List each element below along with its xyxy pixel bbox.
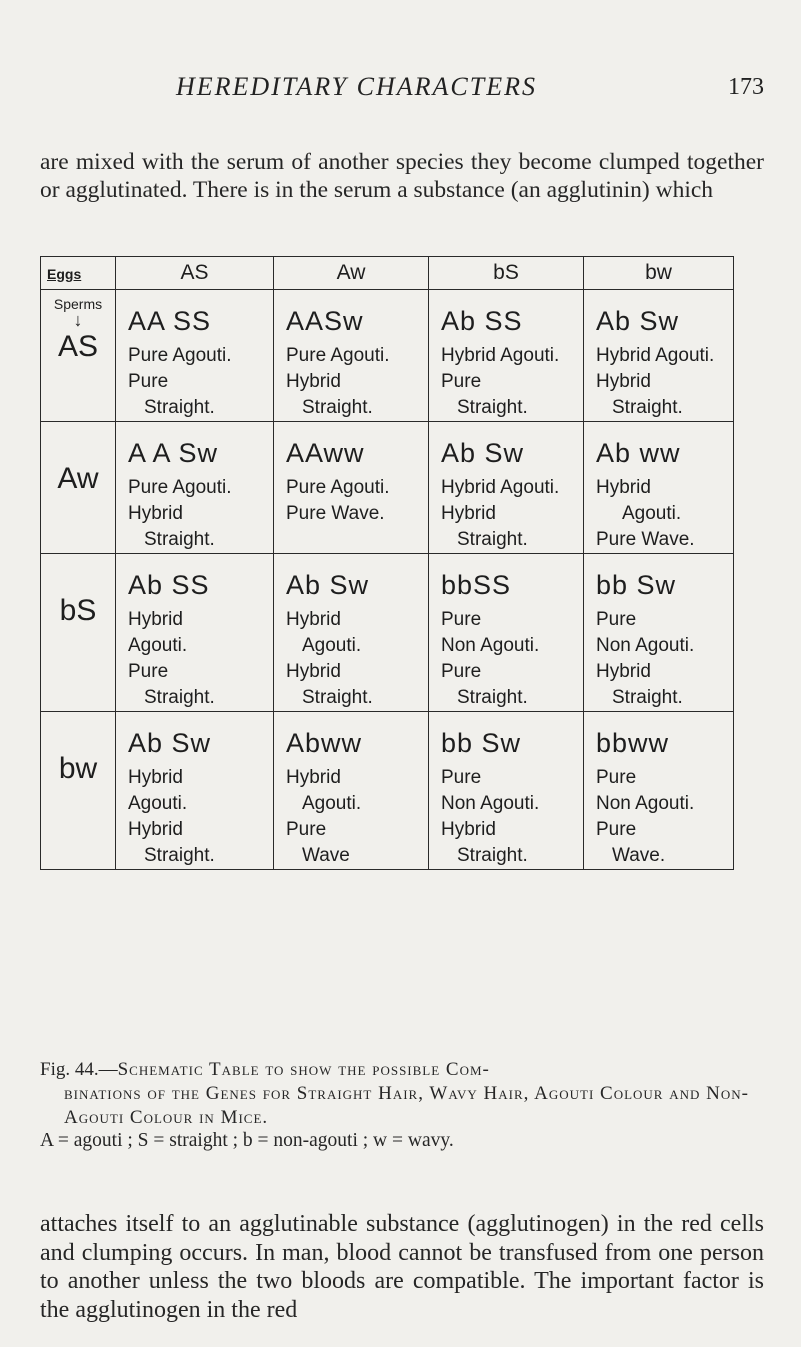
cell-line: Hybrid	[128, 767, 183, 788]
table-cell	[429, 422, 584, 554]
table-row	[41, 712, 734, 870]
genotype: A A Sw	[128, 438, 219, 468]
row-header	[41, 422, 116, 554]
table-cell	[584, 554, 734, 712]
cell-line: Straight.	[144, 529, 215, 550]
cell-line: Pure	[596, 767, 637, 788]
row-label: Aw	[57, 462, 99, 495]
genotype: Ab Sw	[441, 438, 525, 468]
genotype: bb Sw	[596, 570, 677, 600]
cell-line: Wave.	[612, 845, 666, 866]
cell-line: Hybrid	[128, 819, 183, 840]
cell-line: Non Agouti.	[441, 793, 540, 814]
table-cell	[584, 422, 734, 554]
genotype: Abww	[286, 728, 363, 758]
cell-line: Hybrid	[441, 503, 496, 524]
cell-line: Pure Agouti.	[128, 477, 232, 498]
column-header: AS	[116, 257, 274, 290]
column-header: bw	[584, 257, 734, 290]
cell-line: Hybrid Agouti.	[596, 345, 715, 366]
table-header-row	[41, 257, 734, 290]
cell-line: Pure	[441, 767, 482, 788]
genotype: AAww	[286, 438, 365, 468]
cell-line: Hybrid Agouti.	[441, 477, 560, 498]
cell-line: Straight.	[457, 845, 528, 866]
cell-line: Agouti.	[128, 635, 188, 656]
row-header	[41, 554, 116, 712]
cell-line: Hybrid	[596, 371, 651, 392]
genotype: Ab Sw	[286, 570, 370, 600]
cell-line: Hybrid	[286, 371, 341, 392]
cell-line: Hybrid	[128, 609, 183, 630]
cell-line: Straight.	[457, 397, 528, 418]
row-label: AS	[57, 330, 99, 363]
cell-line: Agouti.	[302, 635, 362, 656]
figure-caption	[40, 1058, 762, 1130]
table-cell	[116, 554, 274, 712]
cell-line: Straight.	[612, 687, 683, 708]
cell-line: Pure	[596, 609, 637, 630]
cell-line: Hybrid	[286, 767, 341, 788]
cell-line: Pure Agouti.	[286, 345, 390, 366]
cell-line: Straight.	[612, 397, 683, 418]
table-cell	[274, 290, 429, 422]
cell-line: Hybrid	[286, 661, 341, 682]
cell-line: Agouti.	[622, 503, 682, 524]
table-row	[41, 554, 734, 712]
paragraph-top: are mixed with the serum of another species they become clumped together or agglutinated. There is in the serum a substance (an agglutinin) which	[40, 148, 764, 203]
table-cell	[274, 554, 429, 712]
genotype: AASw	[286, 306, 364, 336]
table-cell	[116, 422, 274, 554]
cell-line: Pure Wave.	[286, 503, 385, 524]
genotype: Ab ww	[596, 438, 681, 468]
page-header	[0, 72, 801, 112]
row-header	[41, 290, 116, 422]
cell-line: Agouti.	[128, 793, 188, 814]
cell-line: Hybrid	[286, 609, 341, 630]
cell-line: Pure	[441, 661, 482, 682]
cell-line: Hybrid	[441, 819, 496, 840]
cell-line: Pure	[596, 819, 637, 840]
table-corner	[41, 257, 116, 290]
table-row	[41, 422, 734, 554]
cell-line: Pure Agouti.	[128, 345, 232, 366]
cell-line: Pure Agouti.	[286, 477, 390, 498]
cell-line: Pure Wave.	[596, 529, 695, 550]
caption-text: binations of the Genes for Straight Hair, Wavy Hair, Agouti Colour and Non-Agouti Colour in Mice.	[64, 1083, 749, 1128]
table-cell	[429, 554, 584, 712]
genotype: Ab SS	[128, 570, 210, 600]
row-label: bS	[59, 594, 97, 627]
cell-line: Hybrid	[128, 503, 183, 524]
table-cell	[116, 712, 274, 870]
genotype: bbSS	[441, 570, 512, 600]
cell-line: Non Agouti.	[441, 635, 540, 656]
arrow-down-icon: ↓	[73, 310, 83, 330]
row-label: bw	[58, 752, 98, 785]
table-cell	[429, 290, 584, 422]
cell-line: Pure	[128, 371, 169, 392]
cell-line: Straight.	[302, 687, 373, 708]
cell-line: Wave	[302, 845, 350, 866]
cell-line: Hybrid Agouti.	[441, 345, 560, 366]
caption-text: Schematic Table to show the possible Com-	[117, 1059, 490, 1080]
sperms-label: Sperms	[53, 296, 103, 312]
cell-line: Pure	[128, 661, 169, 682]
running-head: HEREDITARY CHARACTERS	[176, 72, 537, 101]
column-header: Aw	[274, 257, 429, 290]
table-cell	[584, 290, 734, 422]
cell-line: Straight.	[302, 397, 373, 418]
cell-line: Non Agouti.	[596, 635, 695, 656]
page-number: 173	[728, 74, 764, 100]
cell-line: Straight.	[144, 397, 215, 418]
table-cell	[274, 422, 429, 554]
table-cell	[274, 712, 429, 870]
table-row	[41, 290, 734, 422]
cell-line: Straight.	[144, 687, 215, 708]
genotype: Ab Sw	[596, 306, 680, 336]
genotype: bbww	[596, 728, 670, 758]
cell-line: Hybrid	[596, 477, 651, 498]
genotype: bb Sw	[441, 728, 522, 758]
cell-line: Non Agouti.	[596, 793, 695, 814]
cell-line: Pure	[441, 609, 482, 630]
cell-line: Straight.	[457, 529, 528, 550]
genotype: Ab Sw	[128, 728, 212, 758]
cell-line: Pure	[286, 819, 327, 840]
table-cell	[584, 712, 734, 870]
row-header	[41, 712, 116, 870]
cell-line: Straight.	[144, 845, 215, 866]
eggs-label: Eggs	[47, 266, 82, 282]
cell-line: Straight.	[457, 687, 528, 708]
cell-line: Hybrid	[596, 661, 651, 682]
table-cell	[116, 290, 274, 422]
paragraph-bottom: attaches itself to an agglutinable substance (agglutinogen) in the red cells and clumping occurs. In man, blood cannot be transfused from one person to another unless the two bloods are compatible. The important factor is the agglutinogen in the red	[40, 1211, 764, 1323]
caption-legend: A = agouti ; S = straight ; b = non-agouti ; w = wavy.	[40, 1130, 454, 1151]
genotype: AA SS	[128, 306, 212, 336]
genotype: Ab SS	[441, 306, 523, 336]
table-cell	[429, 712, 584, 870]
cell-line: Agouti.	[302, 793, 362, 814]
cell-line: Pure	[441, 371, 482, 392]
caption-lead: Fig. 44.—	[40, 1059, 118, 1080]
column-header: bS	[429, 257, 584, 290]
gene-combination-table	[40, 256, 734, 870]
